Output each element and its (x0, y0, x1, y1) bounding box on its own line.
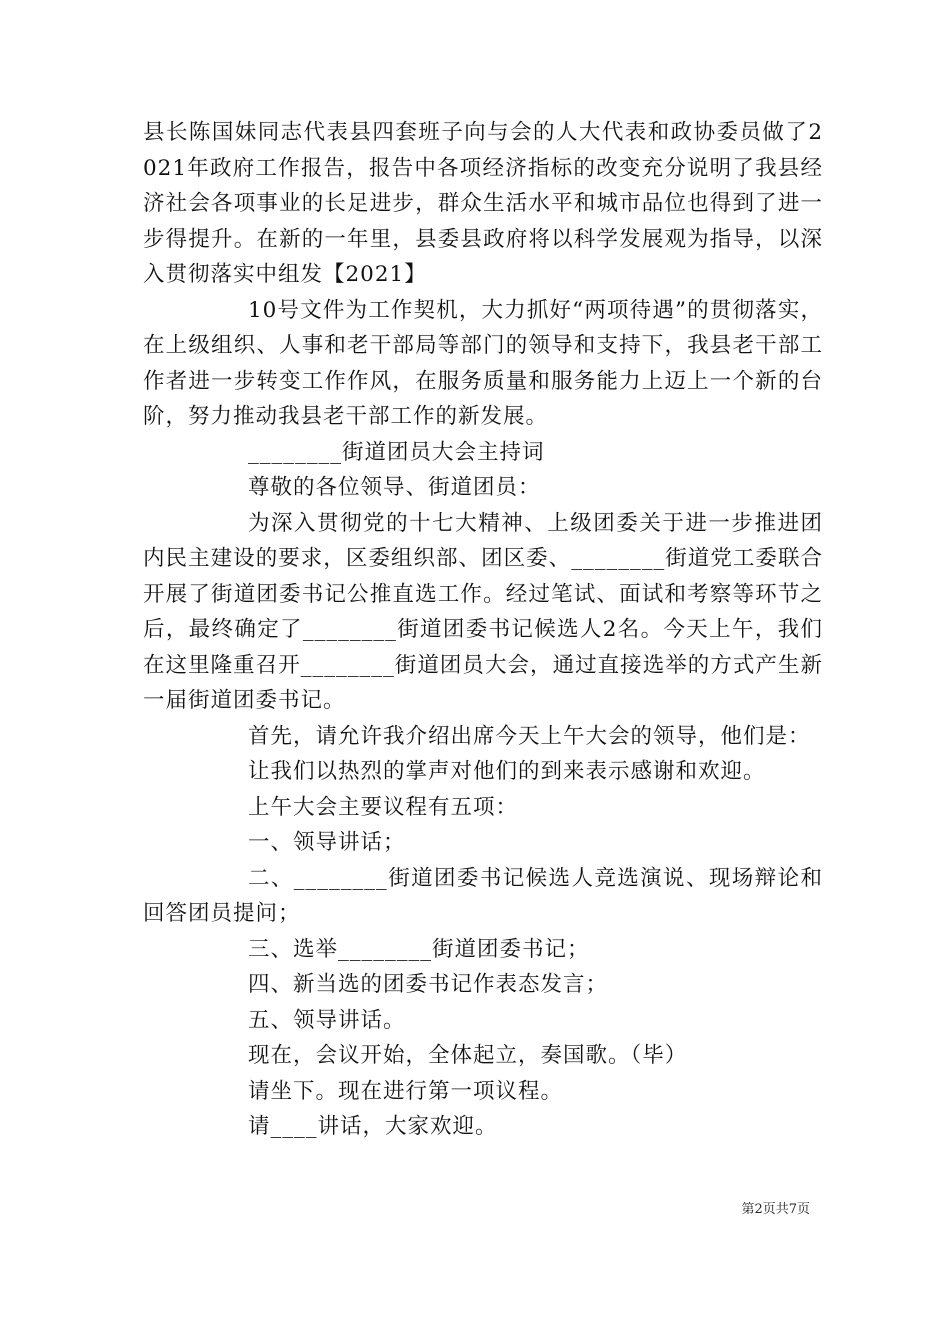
agenda-item-2: 二、________街道团委书记候选人竞选演说、现场辩论和回答团员提问； (143, 865, 823, 926)
paragraph-document-ten: 10号文件为工作契机，大力抓好“两项待遇”的贯彻落实，在上级组织、人事和老干部局等部门的领导和支持下，我县老干部工作者进一步转变工作作风，在服务质量和服务能力上迈上一个新的台阶，努力推动我县老干部工作的新发展。 (143, 297, 823, 429)
paragraph-first-item: 请坐下。现在进行第一项议程。 (248, 1078, 564, 1104)
paragraph-salutation: 尊敬的各位领导、街道团员： (248, 475, 541, 500)
agenda-item-3: 三、选举________街道团委书记； (248, 936, 590, 962)
agenda-item-5: 五、领导讲话。 (248, 1007, 406, 1033)
agenda-item-4: 四、新当选的团委书记作表态发言； (248, 972, 609, 997)
paragraph-applause: 让我们以热烈的掌声对他们的到来表示感谢和欢迎。 (248, 759, 766, 784)
paragraph-introduce-leaders: 首先，请允许我介绍出席今天上午大会的领导，他们是： (248, 723, 811, 749)
paragraph-purpose: 为深入贯彻党的十七大精神、上级团委关于进一步推进团内民主建设的要求，区委组织部、团区委、________街道党工委联合开展了街道团委书记公推直选工作。经过笔试、面试和考察等环节之后，最终确定了________街道团委书记候选人2名。今天上午，我们在这里隆重召开________街道团员大会，通过直接选举的方式产生新一届街道团委书记。 (143, 510, 823, 713)
page-number: 第2页共7页 (741, 1202, 810, 1217)
paragraph-report-intro: 县长陈国妹同志代表县四套班子向与会的人大代表和政协委员做了2021年政府工作报告，报告中各项经济指标的改变充分说明了我县经济社会各项事业的长足进步，群众生活水平和城市品位也得到了进一步得提升。在新的一年里，县委县政府将以科学发展观为指导，以深入贯彻落实中组发【2021】 (143, 120, 823, 287)
paragraph-meeting-start: 现在，会议开始，全体起立，奏国歌。（毕） (248, 1043, 688, 1068)
heading-meeting-script: ________街道团员大会主持词 (248, 439, 545, 465)
document-body (143, 115, 823, 1145)
agenda-item-1: 一、领导讲话； (248, 830, 406, 855)
paragraph-welcome-speaker: 请____讲话，大家欢迎。 (248, 1114, 498, 1139)
paragraph-agenda-intro: 上午大会主要议程有五项： (248, 794, 519, 820)
